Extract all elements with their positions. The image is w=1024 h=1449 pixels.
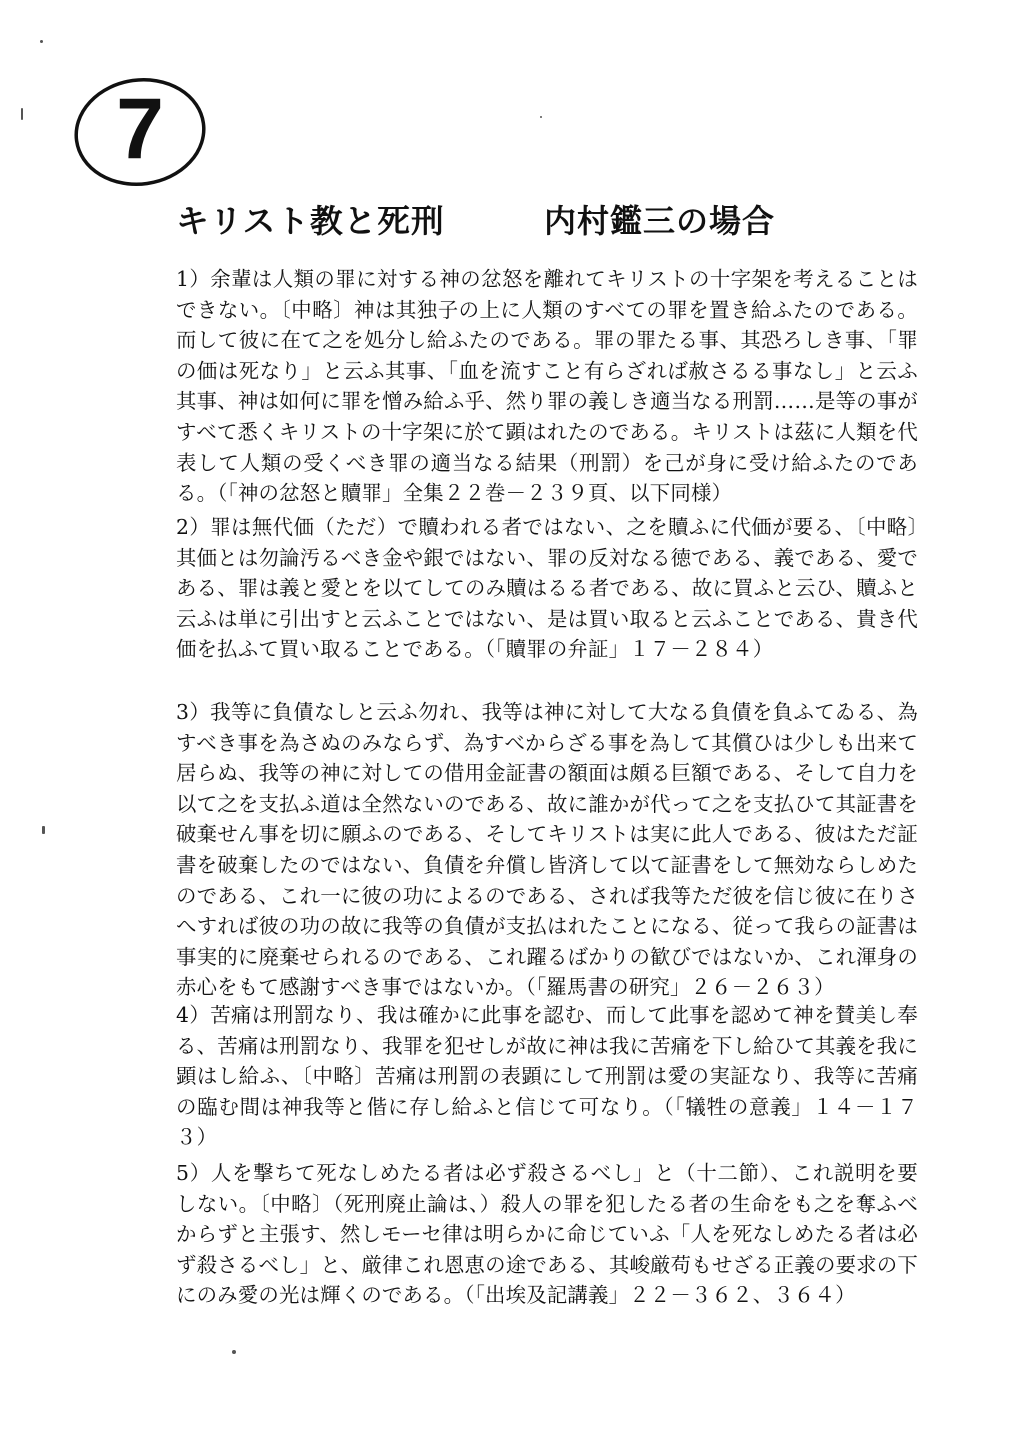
- title-row: [176, 196, 936, 242]
- paragraph-1: 1）余輩は人類の罪に対する神の忿怒を離れてキリストの十字架を考えることはできない。〔中略〕神は其独子の上に人類のすべての罪を置き給ふたのである。而して彼に在て之を処分し給ふたのである。罪の罪たる事、其恐ろしき事、「罪の価は死なり」と云ふ其事、「血を流すこと有らざれば赦さるる事なし」と云ふ其事、神は如何に罪を憎み給ふ乎、然り罪の義しき適当なる刑罰……是等の事がすべて悉くキリストの十字架に於て顕はれたのである。キリストは茲に人類を代表して人類の受くべき罪の適当なる結果（刑罰）を己が身に受け給ふたのである。（「神の忿怒と贖罪」全集２２巻－２３９頁、以下同様）: [176, 267, 918, 506]
- scan-speck: [40, 40, 43, 43]
- scan-speck: [540, 116, 542, 118]
- paragraph-5: 5）人を撃ちて死なしめたる者は必ず殺さるべし」と（十二節）、これ説明を要しない。〔中略〕（死刑廃止論は、）殺人の罪を犯したる者の生命をも之を奪ふべからずと主張す、然しモーセ律は明らかに命じていふ「人を死なしめたる者は必ず殺さるべし」と、厳律これ恩恵の途である、其峻厳苟もせざる正義の要求の下にのみ愛の光は輝くのである。（「出埃及記講義」２２－３６２、３６４）: [176, 1161, 918, 1308]
- page-number-mark: [62, 72, 212, 192]
- scan-speck: [42, 826, 45, 834]
- paragraph-2: 2）罪は無代価（ただ）で贖われる者ではない、之を贖ふに代価が要る、〔中略〕其価とは勿論汚るべき金や銀ではない、罪の反対なる徳である、義である、愛である、罪は義と愛とを以てしてのみ贖はるる者である、故に買ふと云ひ、贖ふと云ふは単に引出すと云ふことではない、是は買い取ると云ふことである、貴き代価を払ふて買い取ることである。（「贖罪の弁証」１７－２８４）: [176, 515, 918, 662]
- circled-number-graphic: [62, 72, 212, 192]
- page-number: 7: [116, 81, 164, 177]
- scan-speck: [21, 108, 23, 120]
- paragraph-3: 3）我等に負債なしと云ふ勿れ、我等は神に対して大なる負債を負ふてゐる、為すべき事を為さぬのみならず、為すべからざる事を為して其償ひは少しも出来て居らぬ、我等の神に対しての借用金証書の額面は頗る巨額である、そして自力を以て之を支払ふ道は全然ないのである、故に誰かが代って之を支払ひて其証書を破棄せん事を切に願ふのである、そしてキリストは実に此人である、彼はただ証書を破棄したのではない、負債を弁償し皆済して以て証書をして無効ならしめたのである、これ一に彼の功によるのである、されば我等ただ彼を信じ彼に在りさへすれば彼の功の故に我等の負債が支払はれたことになる、従って我らの証書は事実的に廃棄せられるのである、これ躍るばかりの歓びではないか、これ渾身の赤心をもて感謝すべき事ではないか。（「羅馬書の研究」２６－２６３）: [176, 700, 918, 1000]
- paragraph-4: 4）苦痛は刑罰なり、我は確かに此事を認む、而して此事を認めて神を賛美し奉る、苦痛は刑罰なり、我罪を犯せしが故に神は我に苦痛を下し給ひて其義を我に顕はし給ふ、〔中略〕苦痛は刑罰の表顕にして刑罰は愛の実証なり、我等に苦痛の臨む間は神我等と偕に存し給ふと信じて可なり。（「犠牲の意義」１４－１７３）: [176, 1003, 918, 1150]
- document-subtitle: 内村鑑三の場合: [544, 202, 776, 240]
- document-title: キリスト教と死刑: [176, 202, 445, 240]
- scan-speck: [232, 1350, 236, 1354]
